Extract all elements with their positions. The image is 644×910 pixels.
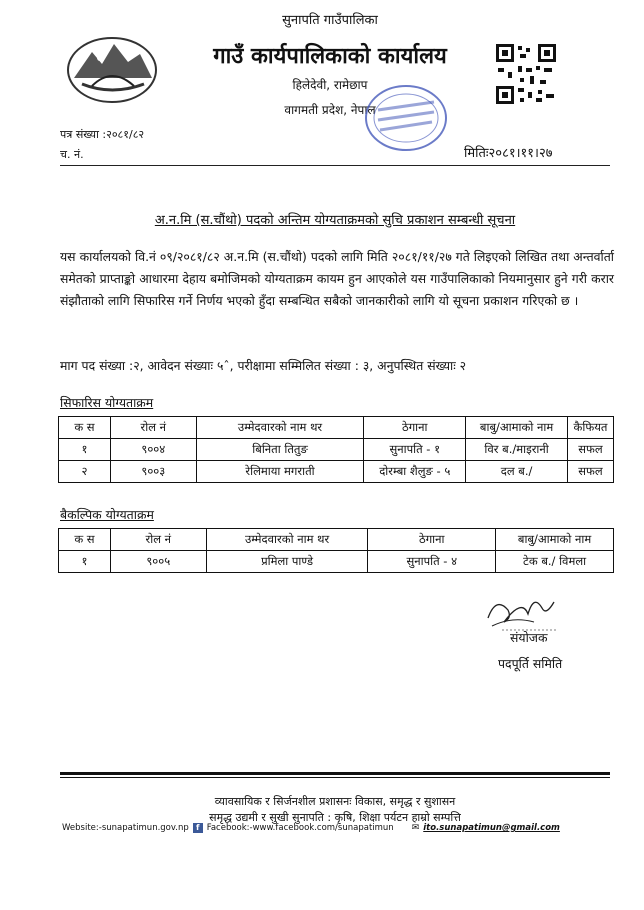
recommended-title: सिफारिस योग्यताक्रम [60, 395, 154, 410]
email-link[interactable]: ito.sunapatimun@gmail.com [423, 823, 560, 833]
col-serial: क स [59, 529, 111, 551]
footer-motto-2: समृद्ध उद्यमी र सुखी सुनापति : कृषि, शिक्षा पर्यटन हाम्रो सम्पत्ति [209, 811, 461, 824]
footer-divider-thin [60, 777, 610, 778]
footer-motto-1: व्यावसायिक र सिर्जनशील प्रशासनः विकास, समृद्ध र सुशासन [214, 795, 456, 808]
alternate-table [58, 528, 614, 573]
cell-roll: ९००३ [110, 461, 196, 483]
table-header-row [59, 529, 614, 551]
header-divider [60, 165, 610, 166]
office-stamp-icon [360, 80, 452, 156]
col-name: उम्मेदवारको नाम थर [206, 529, 368, 551]
col-address: ठेगाना [364, 417, 466, 439]
col-serial: क स [59, 417, 111, 439]
cell-serial: १ [59, 551, 111, 573]
cell-address: दोरम्बा शैलुङ - ५ [364, 461, 466, 483]
cell-serial: २ [59, 461, 111, 483]
cell-address: सुनापति - ४ [368, 551, 496, 573]
col-roll: रोल नं [110, 417, 196, 439]
cell-parent: दल ब./ [466, 461, 568, 483]
cell-address: सुनापति - १ [364, 439, 466, 461]
col-remarks: कैफियत [567, 417, 613, 439]
applicant-counts: माग पद संख्या :२, आवेदन संख्याः ५ˆ, परीक्षामा सम्मिलित संख्या : ३, अनुपस्थित संख्याः २ [60, 358, 467, 373]
notice-subject: अ.न.मि (स.चौंथो) पदको अन्तिम योग्यताक्रमको सुचि प्रकाशन सम्बन्धी सूचना [154, 213, 516, 228]
office-title: गाउँ कार्यपालिकाको कार्यालय [213, 44, 447, 69]
table-header-row [59, 417, 614, 439]
signatory-committee: पदपूर्ति समिति [498, 656, 563, 671]
col-name: उम्मेदवारको नाम थर [196, 417, 364, 439]
col-address: ठेगाना [368, 529, 496, 551]
qr-code-icon [494, 42, 558, 106]
footer-contacts [62, 823, 622, 833]
issue-date: मितिः२०८१।११।२७ [464, 146, 553, 161]
col-roll: रोल नं [110, 529, 206, 551]
facebook-link[interactable]: Facebook:-www.facebook.com/sunapatimun [206, 823, 394, 833]
table-row [59, 551, 614, 573]
col-parent: बाबु/आमाको नाम [466, 417, 568, 439]
email-icon: ✉ [411, 823, 420, 833]
col-parent: बाबु/आमाको नाम [496, 529, 614, 551]
recommended-table [58, 416, 614, 483]
address-line-1: हिलेदेवी, रामेछाप [292, 78, 368, 92]
facebook-icon: f [193, 823, 203, 833]
cell-parent: विर ब./माइरानी [466, 439, 568, 461]
table-row [59, 439, 614, 461]
cell-remarks: सफल [567, 439, 613, 461]
cell-roll: ९००५ [110, 551, 206, 573]
dispatch-number: च. नं. [60, 148, 84, 161]
website-link[interactable]: Website:-sunapatimun.gov.np [62, 823, 189, 833]
cell-serial: १ [59, 439, 111, 461]
signatory-role: संयोजक [510, 630, 548, 645]
footer-divider-thick [60, 772, 610, 775]
notice-body: यस कार्यालयको वि.नं ०९/२०८१/८२ अ.न.मि (स.चौंथो) पदको लागि मिति २०८१/११/२७ गते लिइएको लिखित तथा अन्तर्वार्ता समेतको प्राप्ताङ्को आधारमा देहाय बमोजिमको योग्यताक्रम कायम हुन आएकोले यस गाउँपालिकाको नियमानुसार हुने गरी करार संझौताको लागि सिफारिस गर्ने निर्णय भएको हुँदा सम्बन्धित सबैको जानकारीको लागि यो सूचना प्रकाशन गरिएको छ । [60, 249, 614, 308]
nepal-emblem-icon [62, 26, 162, 106]
cell-roll: ९००४ [110, 439, 196, 461]
cell-name: रेलिमाया मगराती [196, 461, 364, 483]
cell-name: प्रमिला पाण्डे [206, 551, 368, 573]
table-row [59, 461, 614, 483]
alternate-title: बैकल्पिक योग्यताक्रम [60, 507, 154, 522]
municipality-name: सुनापति गाउँपालिका [282, 13, 378, 28]
cell-name: बिनिता तितुङ [196, 439, 364, 461]
cell-parent: टेक ब./ विमला [496, 551, 614, 573]
address-line-2: वागमती प्रदेश, नेपाल [284, 103, 376, 117]
cell-remarks: सफल [567, 461, 613, 483]
letter-number: पत्र संख्या :२०८१/८२ [60, 128, 145, 141]
